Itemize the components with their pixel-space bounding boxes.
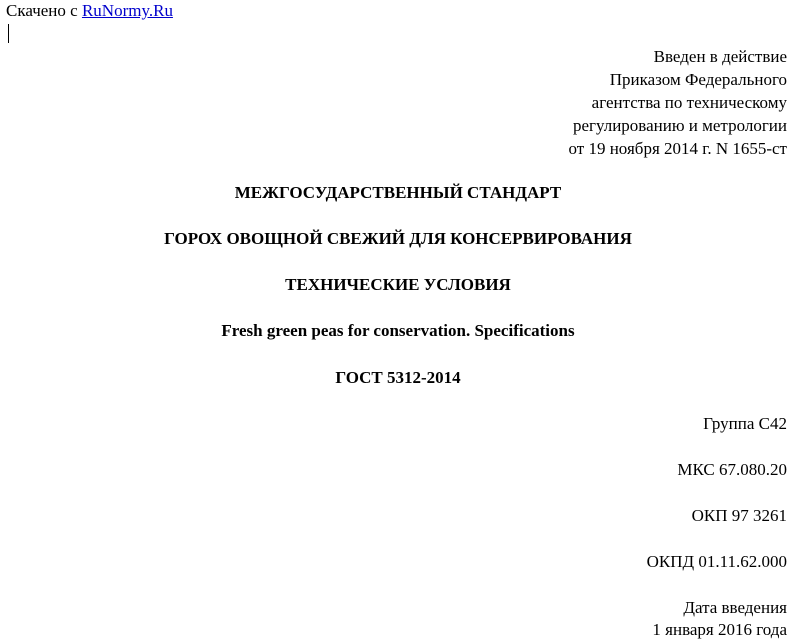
approval-line-1: Введен в действие	[653, 47, 787, 66]
mks-code: МКС 67.080.20	[677, 460, 787, 479]
source-link[interactable]: RuNormy.Ru	[81, 1, 173, 20]
text-cursor	[8, 24, 9, 43]
group-code: Группа С42	[703, 414, 787, 433]
document-title: ГОРОХ ОВОЩНОЙ СВЕЖИЙ ДЛЯ КОНСЕРВИРОВАНИЯ	[164, 229, 632, 248]
introduction-date: 1 января 2016 года	[652, 620, 787, 639]
introduction-date-block	[652, 597, 787, 641]
document-subtitle: ТЕХНИЧЕСКИЕ УСЛОВИЯ	[285, 275, 511, 294]
approval-line-3: агентства по техническому	[591, 93, 787, 112]
okp-code: ОКП 97 3261	[691, 506, 787, 525]
standard-designation: ГОСТ 5312-2014	[335, 368, 461, 387]
approval-block	[569, 45, 788, 160]
approval-line-4: регулированию и метрологии	[572, 116, 787, 135]
okpd-code: ОКПД 01.11.62.000	[646, 552, 787, 571]
source-prefix: Скачено с	[6, 1, 78, 20]
source-line	[6, 1, 173, 21]
approval-line-5: от 19 ноября 2014 г. N 1655-ст	[568, 139, 787, 158]
standard-type: МЕЖГОСУДАРСТВЕННЫЙ СТАНДАРТ	[234, 183, 562, 202]
english-title: Fresh green peas for conservation. Specifications	[221, 321, 575, 340]
introduction-label: Дата введения	[683, 598, 787, 617]
approval-line-2: Приказом Федерального	[609, 70, 787, 89]
